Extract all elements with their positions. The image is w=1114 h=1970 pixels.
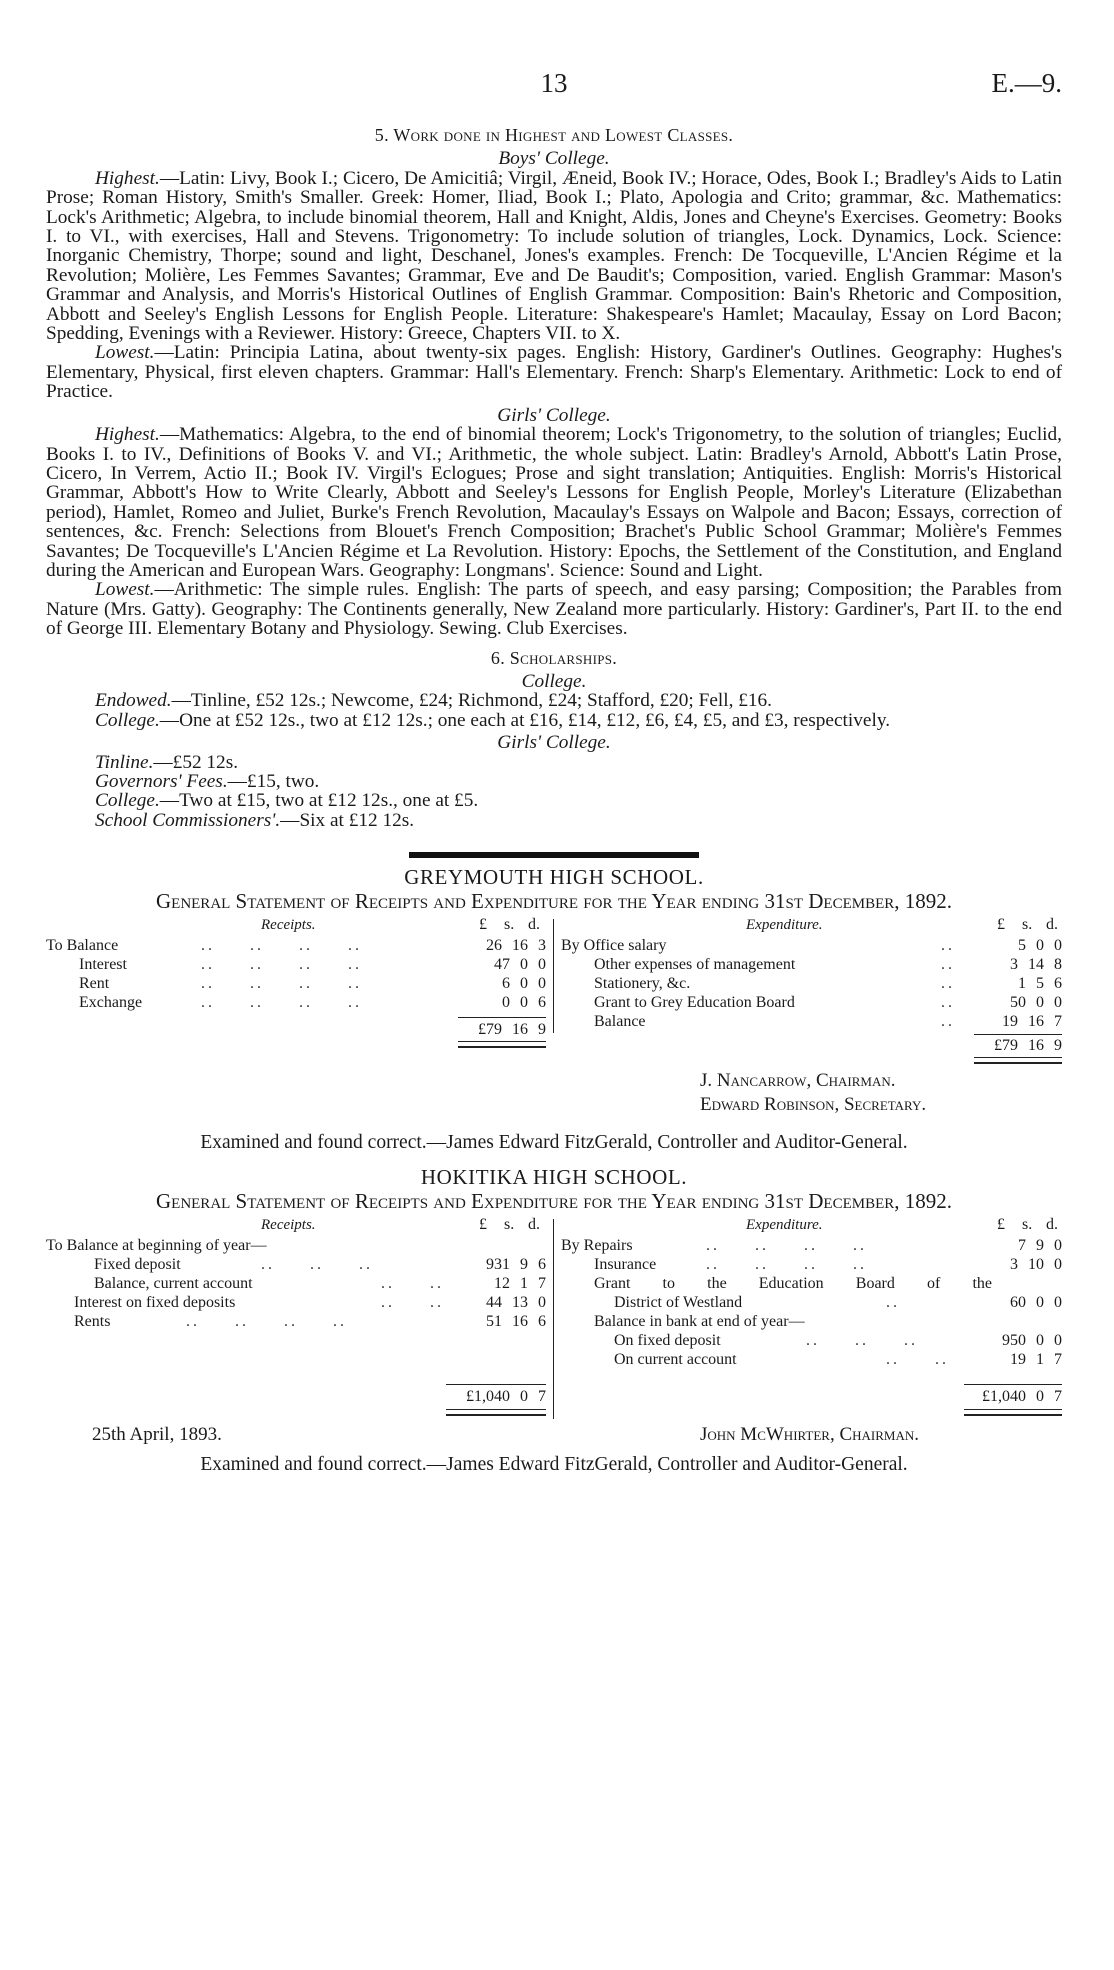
account-divider: [553, 919, 554, 1033]
receipt-row: Rent: [79, 975, 110, 993]
leader-dots: ..: [941, 956, 955, 974]
receipt-amount: 26 16 3: [486, 937, 546, 955]
expenditure-row: By Office salary: [561, 937, 667, 955]
leader-dots: .. .. ..: [261, 1256, 373, 1274]
leader-dots: .. .. .. ..: [201, 994, 362, 1012]
leader-dots: .. ..: [381, 1294, 444, 1312]
endowed-label: Endowed.: [95, 690, 172, 712]
receipt-row: Rents: [74, 1313, 111, 1331]
section-5-title: 5. Work done in Highest and Lowest Classes.: [374, 125, 734, 145]
pound-sign: £: [997, 916, 1005, 934]
pound-sign: £: [479, 1216, 487, 1234]
girls-lowest-paragraph: [46, 580, 1062, 638]
commissioners-text: —Six at £12 12s.: [280, 809, 415, 831]
leader-dots: .. .. .. ..: [706, 1237, 867, 1255]
pound-sign: £: [997, 1216, 1005, 1234]
greymouth-signatures: [46, 1071, 1062, 1127]
tinline-label: Tinline.: [95, 751, 154, 773]
expenditure-row: Grant to Grey Education Board: [594, 994, 795, 1012]
receipt-amount: 6 0 0: [502, 975, 546, 993]
total-double-rule: [446, 1409, 546, 1416]
pence-sign: d.: [1046, 1216, 1058, 1234]
greymouth-secretary: Edward Robinson, Secretary.: [700, 1094, 927, 1116]
leader-dots: .. ..: [381, 1275, 444, 1293]
expenditure-row: Insurance: [594, 1256, 657, 1274]
expenditure-amount: 50 0 0: [1010, 994, 1062, 1012]
document-code: E.—9.: [991, 68, 1062, 98]
receipt-amount: 51 16 6: [486, 1313, 546, 1331]
pence-sign: d.: [528, 1216, 540, 1234]
leader-dots: .. .. .. ..: [186, 1313, 347, 1331]
total-rule: [446, 1384, 546, 1385]
expenditure-amount: 5 0 0: [1018, 937, 1062, 955]
leader-dots: .. .. .. ..: [201, 956, 362, 974]
leader-dots: ..: [941, 937, 955, 955]
boys-highest-paragraph: [46, 169, 1062, 344]
expenditure-amount: 7 9 0: [1018, 1237, 1062, 1255]
receipt-amount: 0 0 6: [502, 994, 546, 1012]
expenditure-amount: 1 5 6: [1018, 975, 1062, 993]
page-header: [46, 68, 1062, 100]
college-text: —One at £52 12s., two at £12 12s.; one each at £16, £14, £12, £6, £4, £5, and £3, respectively.: [159, 709, 891, 731]
shilling-sign: s.: [504, 916, 515, 934]
pence-sign: d.: [528, 916, 540, 934]
leader-dots: ..: [941, 1013, 955, 1031]
greymouth-examined-text: Examined and found correct.—James Edward FitzGerald, Controller and Auditor-General.: [200, 1132, 908, 1154]
receipts-heading: Receipts.: [261, 1217, 316, 1234]
expenditure-row: On fixed deposit: [614, 1332, 721, 1350]
expenditure-row: Stationery, &c.: [594, 975, 691, 993]
leader-dots: .. .. .. ..: [706, 1256, 867, 1274]
college-scholarships-paragraph: [46, 711, 1062, 730]
girls-lowest-label: Lowest.: [95, 579, 155, 601]
pence-sign: d.: [1046, 916, 1058, 934]
expenditure-row: On current account: [614, 1351, 737, 1369]
greymouth-account-table: [46, 916, 1062, 1039]
girls-highest-text: —Mathematics: Algebra, to the end of binomial theorem; Lock's Trigonometry, to the solution of triangles; Euclid, Books I. to IV., Definitions of Books V. and VI.; Arithmetic, the whole subject. Latin: Bradley's Arnold, Abbott's Latin Prose, Cicero, In Verrem, Actio II.; Book IV. Virgil's Eclogues; Prose and sight translation; Antiquities. English: Morris's Historical Grammar, Abbott's How to Write Clearly, Abbott and Seeley's Lessons for English People, Morley's Literature (Elizabethan period), Hamlet, Romeo and Juliet, Burke's French Revolution, Macaulay's Essays on Walpole and Bacon; Essays, correction of sentences, &c. French: Selections from Blouet's French Composition; Brachet's Public School Grammar; Molière's Femmes Savantes; De Tocqueville's L'Ancien Régime et La Revolution. History: Epochs, the Settlement of the Constitution, and England during the American and European Wars. Geography: Longmans'. Science: Sound and Light.: [46, 424, 1062, 581]
receipt-row: To Balance: [46, 937, 119, 955]
girls-college-label: College.: [95, 790, 160, 812]
receipts-heading: Receipts.: [261, 917, 316, 934]
tinline-line: [46, 753, 1062, 772]
total-rule: [964, 1384, 1062, 1385]
shilling-sign: s.: [504, 1216, 515, 1234]
greymouth-chairman: J. Nancarrow, Chairman.: [700, 1070, 896, 1092]
shilling-sign: s.: [1022, 916, 1033, 934]
expenditure-heading: Expenditure.: [746, 1217, 823, 1234]
receipt-row: Interest on fixed deposits: [74, 1294, 236, 1312]
hokitika-examined-text: Examined and found correct.—James Edward FitzGerald, Controller and Auditor-General.: [200, 1454, 908, 1476]
receipt-amount: 931 9 6: [486, 1256, 546, 1274]
girls-college-text: —Two at £15, two at £12 12s., one at £5.: [159, 790, 479, 812]
leader-dots: .. .. .. ..: [201, 937, 362, 955]
receipts-total: £79 16 9: [478, 1021, 546, 1039]
greymouth-statement: General Statement of Receipts and Expenditure for the Year ending 31st December, 1892.: [155, 888, 952, 913]
receipt-row: To Balance at beginning of year—: [46, 1237, 267, 1255]
account-divider: [553, 1219, 554, 1419]
scholarships-college-heading: College.: [521, 670, 587, 692]
expenditure-amount: 3 14 8: [1010, 956, 1062, 974]
shilling-sign: s.: [1022, 1216, 1033, 1234]
boys-lowest-text: —Latin: Principia Latina, about twenty-six pages. English: History, Gardiner's Outlines. Geography: Hughes's Elementary, Physical, first eleven chapters. Grammar: Hall's Elementary. French: Sharp's Elementary. Arithmetic: Lock to end of Practice.: [46, 342, 1062, 403]
governors-line: [46, 772, 1062, 791]
greymouth-examined: [46, 1133, 1062, 1152]
pound-sign: £: [479, 916, 487, 934]
expenditure-row: Balance in bank at end of year—: [594, 1313, 805, 1331]
hokitika-statement: General Statement of Receipts and Expenditure for the Year ending 31st December, 1892.: [155, 1188, 952, 1213]
expenditure-heading: Expenditure.: [746, 917, 823, 934]
hokitika-account-table: [46, 1217, 1062, 1421]
receipt-amount: 44 13 0: [486, 1294, 546, 1312]
girls-highest-label: Highest.: [95, 424, 160, 446]
expenditure-amount: 950 0 0: [1002, 1332, 1062, 1350]
total-double-rule: [964, 1409, 1062, 1416]
boys-highest-text: —Latin: Livy, Book I.; Cicero, De Amicitiâ; Virgil, Æneid, Book IV.; Horace, Odes, Book I.; Bradley's Aids to Latin Prose; Roman History, Smith's Smaller. Greek: Homer, Iliad, Book I.; Plato, Apologia and Crito; grammar, &c. Mathematics: Lock's Arithmetic; Algebra, to include binomial theorem, Hall and Knight, Aldis, Jones and Cheyne's Exercises. Geometry: Books I. to VI., with exercises, Hall and Stevens. Trigonometry: To include solution of triangles, Lock. Dynamics, Lock. Science: Inorganic Chemistry, Thorpe; sound and light, Deschanel, Jones's examples. French: De Tocqueville, L'Ancien Régime et la Revolution; Molière, Les Femmes Savantes; Grammar, Eve and De Baudit's; Composition, varied. English Grammar: Mason's Grammar and Analysis, and Morris's Historical Outlines of English Grammar. Composition: Bain's Rhetoric and Composition, Abbott and Seeley's English Lessons for English People. Literature: Shakespeare's Hamlet; Macaulay, Essay on Lord Bacon; Spedding, Evenings with a Reviewer. History: Greece, Chapters VII. to X.: [46, 167, 1062, 345]
greymouth-title: GREYMOUTH HIGH SCHOOL.: [404, 865, 704, 890]
section-divider: [409, 852, 699, 858]
hokitika-examined: [46, 1455, 1062, 1474]
receipt-row: Balance, current account: [94, 1275, 253, 1293]
endowed-text: —Tinline, £52 12s.; Newcome, £24; Richmond, £24; Stafford, £20; Fell, £16.: [171, 690, 772, 712]
college-label: College.: [95, 709, 160, 731]
receipt-amount: 47 0 0: [494, 956, 546, 974]
leader-dots: ..: [886, 1294, 900, 1312]
governors-text: —£15, two.: [227, 771, 320, 792]
leader-dots: ..: [941, 975, 955, 993]
leader-dots: .. ..: [886, 1351, 949, 1369]
girls-college-line: [46, 791, 1062, 810]
total-double-rule: [974, 1057, 1062, 1064]
commissioners-line: [46, 811, 1062, 830]
girls-highest-paragraph: [46, 425, 1062, 580]
expenditure-row: By Repairs: [561, 1237, 633, 1255]
scholarships-girls-heading: Girls' College.: [497, 732, 611, 754]
girls-college-heading: Girls' College.: [497, 404, 611, 426]
tinline-text: —£52 12s.: [153, 751, 239, 773]
governors-label: Governors' Fees.: [95, 771, 228, 792]
endowed-paragraph: [46, 691, 1062, 710]
expenditure-row: Grant to the Education Board of the: [594, 1275, 992, 1293]
expenditure-row: Other expenses of management: [594, 956, 796, 974]
receipt-row: Interest: [79, 956, 127, 974]
boys-lowest-paragraph: [46, 343, 1062, 401]
boys-highest-label: Highest.: [95, 167, 160, 189]
leader-dots: .. .. .. ..: [201, 975, 362, 993]
receipt-row: Fixed deposit: [94, 1256, 181, 1274]
boys-lowest-label: Lowest.: [95, 342, 155, 364]
girls-lowest-text: —Arithmetic: The simple rules. English: The parts of speech, and easy parsing; Composition; the Parables from Nature (Mrs. Gatty). Geography: The Continents generally, New Zealand more particularly. History: Gardiner's, Part II. to the end of George III. Elementary Botany and Physiology. Sewing. Club Exercises.: [46, 579, 1062, 640]
expenditure-row: Balance: [594, 1013, 646, 1031]
boys-college-heading: Boys' College.: [498, 148, 610, 170]
hokitika-signatures: [46, 1425, 1062, 1455]
receipt-row: Exchange: [79, 994, 143, 1012]
expenditure-total: £79 16 9: [994, 1037, 1062, 1055]
expenditure-amount: 19 1 7: [1010, 1351, 1062, 1369]
expenditure-amount: 3 10 0: [1010, 1256, 1062, 1274]
section-6-title: 6. Scholarships.: [490, 647, 618, 668]
receipts-total: £1,040 0 7: [466, 1388, 546, 1406]
total-rule: [458, 1017, 546, 1018]
expenditure-amount: 60 0 0: [1010, 1294, 1062, 1312]
commissioners-label: School Commissioners'.: [95, 809, 281, 831]
hokitika-chairman: John McWhirter, Chairman.: [700, 1424, 920, 1446]
expenditure-amount: 19 16 7: [1002, 1013, 1062, 1031]
greymouth-expenditure-total-area: [46, 1035, 1062, 1071]
leader-dots: .. .. ..: [806, 1332, 918, 1350]
hokitika-date: 25th April, 1893.: [92, 1424, 222, 1446]
page-number: 13: [540, 68, 568, 98]
expenditure-total: £1,040 0 7: [982, 1388, 1062, 1406]
page-body: [46, 124, 1062, 1475]
receipt-amount: 12 1 7: [494, 1275, 546, 1293]
leader-dots: ..: [941, 994, 955, 1012]
hokitika-title: HOKITIKA HIGH SCHOOL.: [420, 1165, 688, 1190]
expenditure-row: District of Westland: [614, 1294, 743, 1312]
